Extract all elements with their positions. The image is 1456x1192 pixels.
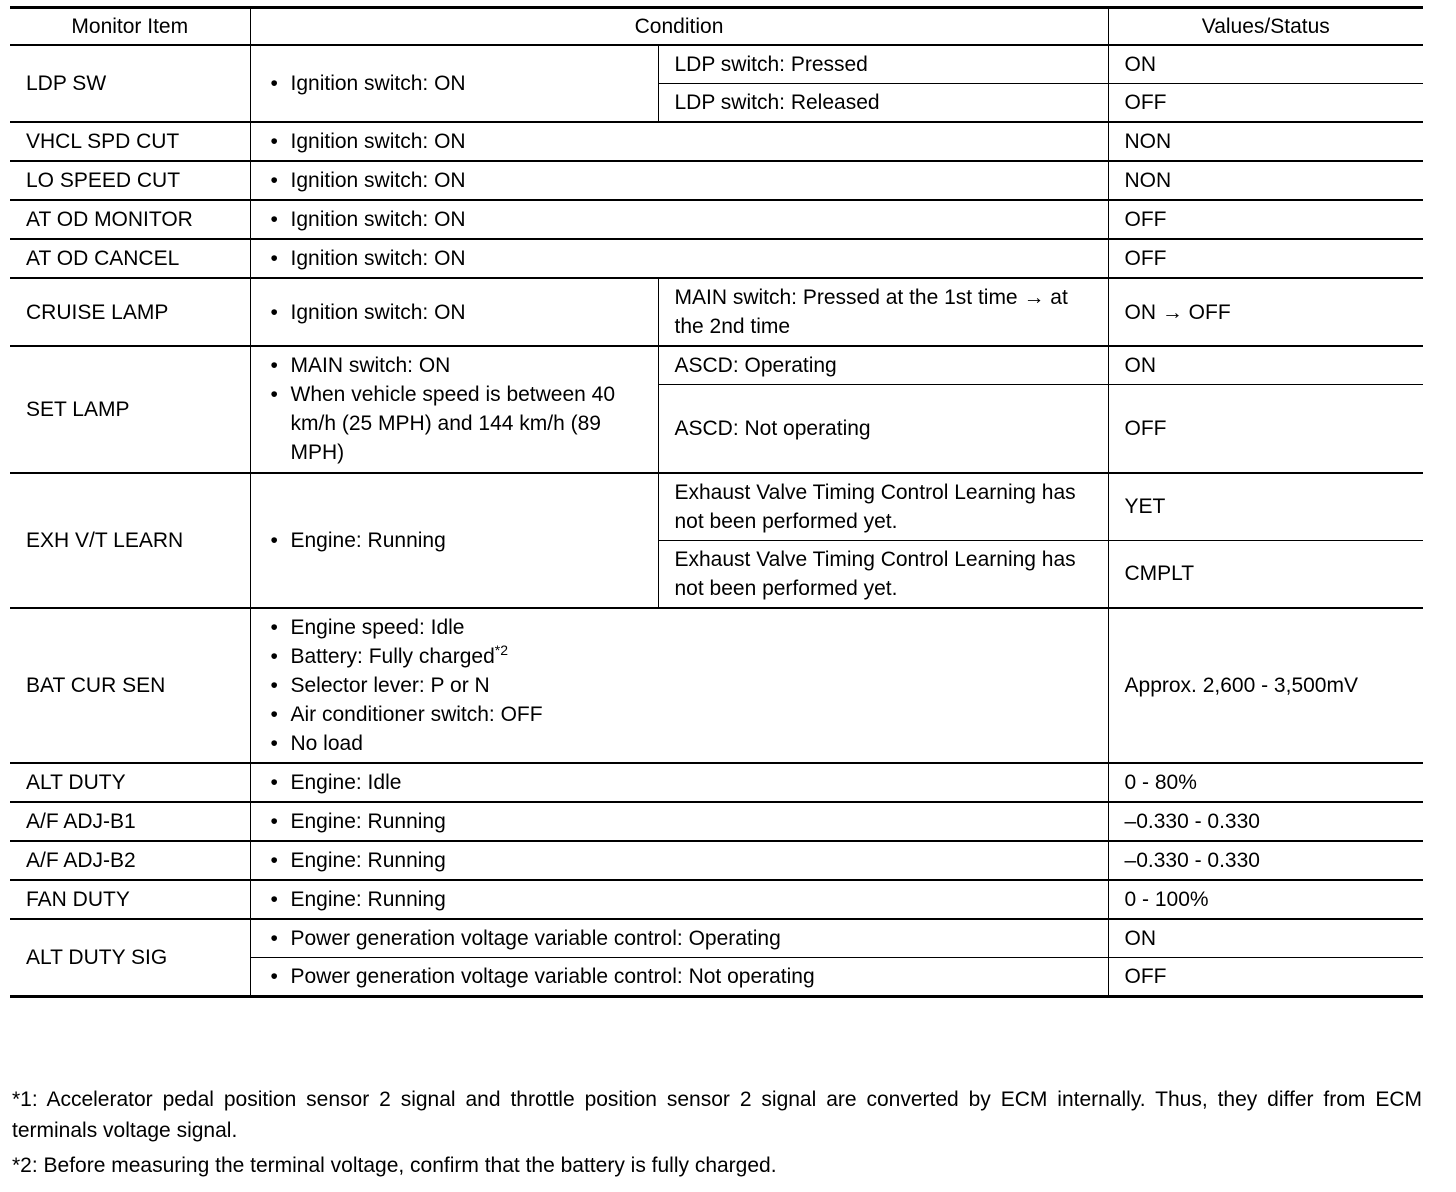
table-row [10, 200, 1423, 239]
table-row [10, 122, 1423, 161]
condition-cell [250, 200, 1108, 239]
value-cell: OFF [1108, 385, 1423, 473]
value-cell: ON [1108, 346, 1423, 385]
value-cell: NON [1108, 161, 1423, 200]
table-row [10, 45, 1423, 84]
condition-bullet: • Power generation voltage variable control: Operating [267, 924, 1092, 953]
condition-cell [250, 802, 1108, 841]
condition-bullet: • Engine: Running [267, 807, 1092, 836]
item-cell: LO SPEED CUT [10, 161, 250, 200]
item-cell: A/F ADJ-B1 [10, 802, 250, 841]
item-cell: VHCL SPD CUT [10, 122, 250, 161]
value-cell: OFF [1108, 239, 1423, 278]
value-cell: OFF [1108, 200, 1423, 239]
value-cell: CMPLT [1108, 540, 1423, 608]
table-row [10, 473, 1423, 541]
condition-cell [250, 763, 1108, 802]
condition-bullet: • Engine: Running [267, 846, 1092, 875]
footnote-1: *1: Accelerator pedal position sensor 2 signal and throttle position sensor 2 signal are converted by ECM internally. Thus, they differ from ECM terminals voltage signal. [12, 1088, 1422, 1142]
condition-cell [250, 919, 1108, 958]
condition-cell [250, 278, 658, 346]
condition-cell [250, 161, 1108, 200]
condition-bullet: • Power generation voltage variable control: Not operating [267, 962, 1092, 991]
item-cell: EXH V/T LEARN [10, 473, 250, 608]
table-row [10, 161, 1423, 200]
sub-condition-cell: Exhaust Valve Timing Control Learning has not been performed yet. [658, 540, 1108, 608]
item-cell: FAN DUTY [10, 880, 250, 919]
item-cell: A/F ADJ-B2 [10, 841, 250, 880]
condition-cell [250, 239, 1108, 278]
footnote-ref: *2 [494, 641, 508, 658]
condition-bullet: • MAIN switch: ON [267, 351, 642, 380]
condition-bullet: • Air conditioner switch: OFF [267, 700, 1092, 729]
sub-condition-cell: LDP switch: Released [658, 84, 1108, 123]
value-cell: 0 - 100% [1108, 880, 1423, 919]
condition-bullet: • No load [267, 729, 1092, 758]
condition-bullet: • Engine speed: Idle [267, 613, 1092, 642]
condition-bullet [267, 642, 1092, 671]
table-row [10, 763, 1423, 802]
item-cell: AT OD CANCEL [10, 239, 250, 278]
table-row [10, 919, 1423, 958]
sub-condition-cell: ASCD: Not operating [658, 385, 1108, 473]
condition-bullet: • Engine: Running [267, 526, 642, 555]
table-row [10, 278, 1423, 346]
value-cell: OFF [1108, 84, 1423, 123]
condition-text: Battery: Fully charged [290, 644, 495, 668]
item-cell: CRUISE LAMP [10, 278, 250, 346]
table-row [10, 841, 1423, 880]
item-cell: ALT DUTY [10, 763, 250, 802]
condition-cell [250, 122, 1108, 161]
table-row [10, 880, 1423, 919]
value-cell: –0.330 - 0.330 [1108, 802, 1423, 841]
table-row [10, 608, 1423, 763]
condition-cell [250, 608, 1108, 763]
condition-bullet: • Ignition switch: ON [267, 127, 1092, 156]
value-cell: OFF [1108, 957, 1423, 996]
condition-bullet: • Ignition switch: ON [267, 166, 1092, 195]
sub-condition-cell: ASCD: Operating [658, 346, 1108, 385]
value-cell: ON [1108, 45, 1423, 84]
condition-bullet: • Ignition switch: ON [267, 244, 1092, 273]
table-header-row [10, 8, 1423, 46]
value-cell: YET [1108, 473, 1423, 541]
item-cell: SET LAMP [10, 346, 250, 473]
header-monitor-item: Monitor Item [10, 8, 250, 46]
table-row [10, 239, 1423, 278]
condition-bullet: • When vehicle speed is between 40 km/h (25 MPH) and 144 km/h (89 MPH) [267, 380, 642, 467]
condition-cell [250, 346, 658, 473]
value-cell: ON [1108, 919, 1423, 958]
item-cell: ALT DUTY SIG [10, 919, 250, 997]
condition-bullet: • Ignition switch: ON [267, 69, 642, 98]
monitor-table [10, 6, 1423, 998]
sub-condition-cell: LDP switch: Pressed [658, 45, 1108, 84]
footnote-2: *2: Before measuring the terminal voltage, confirm that the battery is fully charged. [12, 1154, 777, 1177]
header-values-status: Values/Status [1108, 8, 1423, 46]
value-cell: –0.330 - 0.330 [1108, 841, 1423, 880]
item-cell: BAT CUR SEN [10, 608, 250, 763]
sub-condition-cell: MAIN switch: Pressed at the 1st time → at the 2nd time [658, 278, 1108, 346]
value-cell: NON [1108, 122, 1423, 161]
table-row [10, 346, 1423, 385]
condition-bullet: • Selector lever: P or N [267, 671, 1092, 700]
condition-bullet: • Engine: Running [267, 885, 1092, 914]
value-cell: Approx. 2,600 - 3,500mV [1108, 608, 1423, 763]
condition-cell [250, 841, 1108, 880]
condition-cell [250, 880, 1108, 919]
item-cell: AT OD MONITOR [10, 200, 250, 239]
condition-bullet: • Ignition switch: ON [267, 298, 642, 327]
value-cell: ON → OFF [1108, 278, 1423, 346]
value-cell: 0 - 80% [1108, 763, 1423, 802]
condition-bullet: • Engine: Idle [267, 768, 1092, 797]
condition-cell [250, 45, 658, 122]
sub-condition-cell: Exhaust Valve Timing Control Learning has not been performed yet. [658, 473, 1108, 541]
condition-cell [250, 473, 658, 608]
condition-cell [250, 957, 1108, 996]
item-cell: LDP SW [10, 45, 250, 122]
condition-bullet: • Ignition switch: ON [267, 205, 1092, 234]
table-row [10, 802, 1423, 841]
header-condition: Condition [250, 8, 1108, 46]
